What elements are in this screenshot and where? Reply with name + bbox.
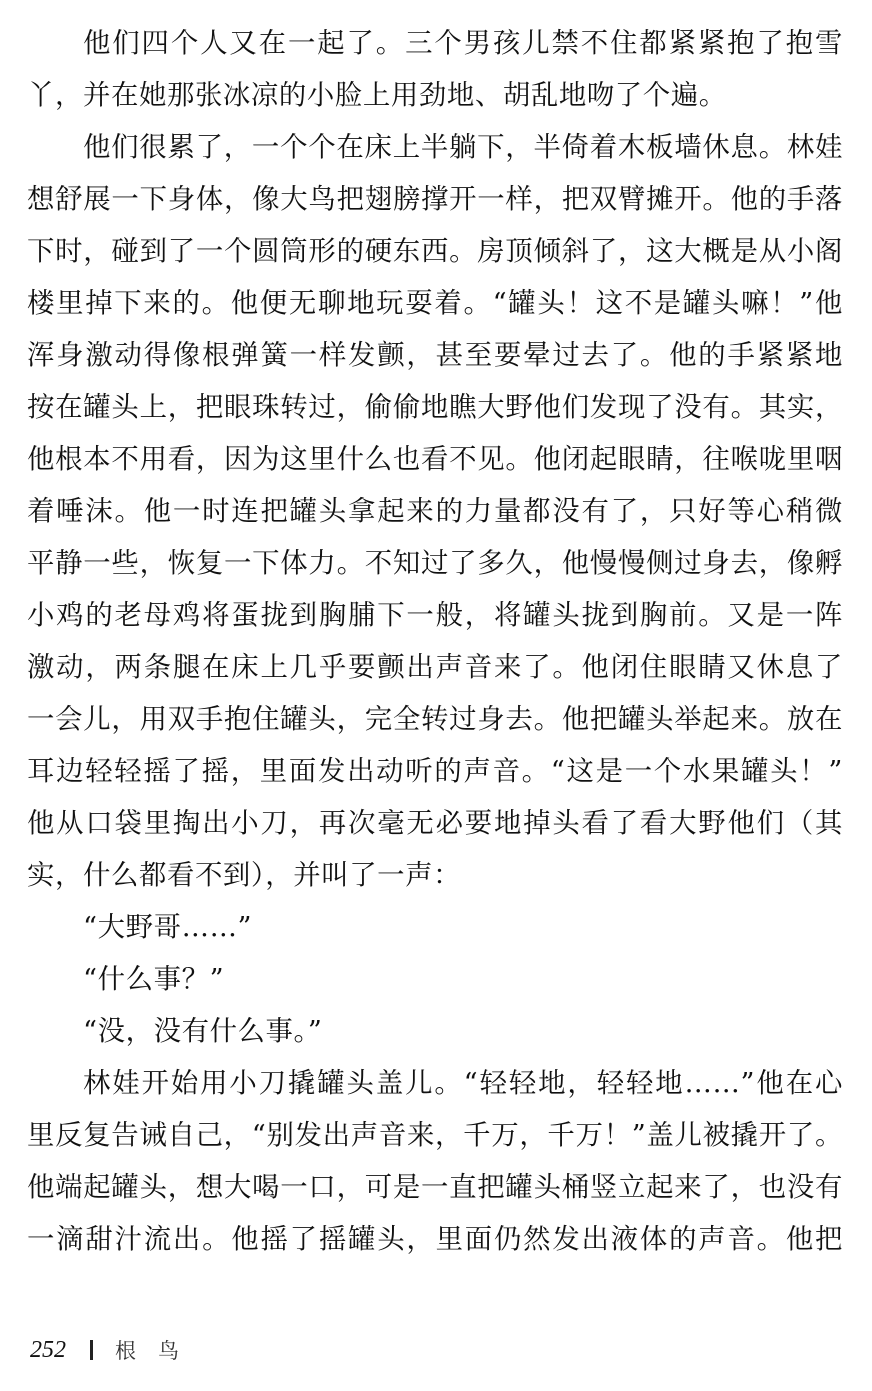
text-line: 他们四个人又在一起了。三个男孩儿禁不住都紧紧抱了抱雪 <box>83 28 843 59</box>
text-line: 林娃开始用小刀撬罐头盖儿。“轻轻地，轻轻地……”他在心 <box>83 1068 843 1099</box>
page-number: 252 <box>30 1336 66 1363</box>
text-line: 楼里掉下来的。他便无聊地玩耍着。“罐头！这不是罐头嘛！”他 <box>27 288 843 319</box>
running-title: 根鸟 <box>115 1339 201 1363</box>
dialogue-line: “没，没有什么事。” <box>83 1016 323 1047</box>
footer-divider <box>90 1340 93 1360</box>
text-line: 耳边轻轻摇了摇，里面发出动听的声音。“这是一个水果罐头！” <box>27 756 843 787</box>
text-line: 一会儿，用双手抱住罐头，完全转过身去。他把罐头举起来。放在 <box>27 704 843 735</box>
text-line: 激动，两条腿在床上几乎要颤出声音来了。他闭住眼睛又休息了 <box>27 652 843 683</box>
text-line: 他们很累了，一个个在床上半躺下，半倚着木板墙休息。林娃 <box>83 132 843 163</box>
body-text <box>27 18 847 1266</box>
text-line: 小鸡的老母鸡将蛋拢到胸脯下一般，将罐头拢到胸前。又是一阵 <box>27 600 843 631</box>
page-footer <box>30 1334 201 1366</box>
text-line: 想舒展一下身体，像大鸟把翅膀撑开一样，把双臂摊开。他的手落 <box>27 184 843 215</box>
dialogue-line: “什么事？” <box>83 964 225 995</box>
text-line: 他端起罐头，想大喝一口，可是一直把罐头桶竖立起来了，也没有 <box>27 1172 843 1203</box>
text-line: 丫，并在她那张冰凉的小脸上用劲地、胡乱地吻了个遍。 <box>27 80 727 111</box>
text-line: 平静一些，恢复一下体力。不知过了多久，他慢慢侧过身去，像孵 <box>27 548 843 579</box>
text-line: 按在罐头上，把眼珠转过，偷偷地瞧大野他们发现了没有。其实， <box>27 392 843 423</box>
text-line: 里反复告诫自己，“别发出声音来，千万，千万！”盖儿被撬开了。 <box>27 1120 843 1151</box>
text-line: 实，什么都看不到），并叫了一声： <box>27 860 462 891</box>
text-line: 他根本不用看，因为这里什么也看不见。他闭起眼睛，往喉咙里咽 <box>27 444 843 475</box>
text-line: 浑身激动得像根弹簧一样发颤，甚至要晕过去了。他的手紧紧地 <box>27 340 843 371</box>
dialogue-line: “大野哥……” <box>83 912 253 943</box>
text-line: 下时，碰到了一个圆筒形的硬东西。房顶倾斜了，这大概是从小阁 <box>27 236 843 267</box>
text-line: 着唾沫。他一时连把罐头拿起来的力量都没有了，只好等心稍微 <box>27 496 843 527</box>
text-line: 他从口袋里掏出小刀，再次毫无必要地掉头看了看大野他们（其 <box>27 808 843 839</box>
text-line: 一滴甜汁流出。他摇了摇罐头，里面仍然发出液体的声音。他把 <box>27 1224 843 1255</box>
